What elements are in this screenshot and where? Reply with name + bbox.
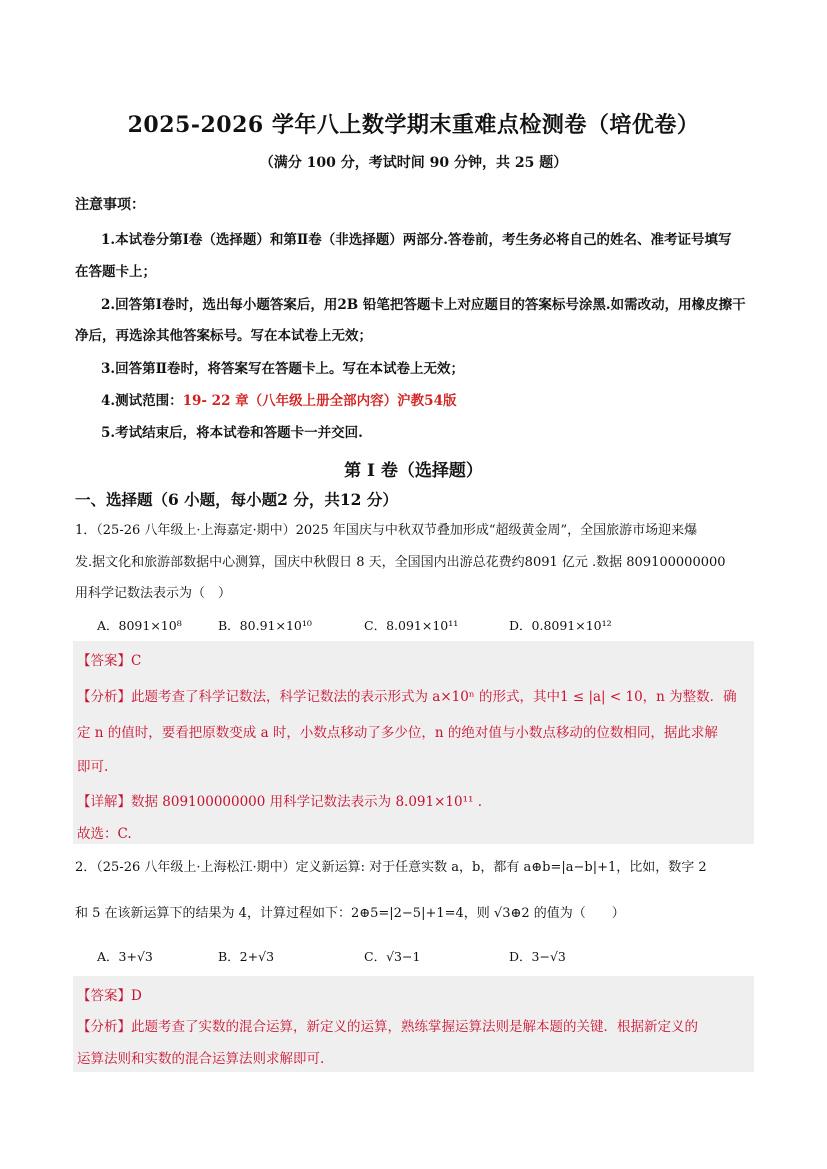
notes-heading: 注意事项： [75,197,145,213]
q2-line-1: 2．（25-26 八年级上·上海松江·期中）定义新运算: 对于任意实数 a，b，都有 a⊕b=|a−b|+1，比如，数字 2 [75,860,707,875]
q2-option-b: B．2+√3 [218,949,275,964]
note-item-1-line-2: 在答题卡上； [75,264,156,280]
q1-line-2: 发.据文化和旅游部数据中心测算，国庆中秋假日 8 天，全国国内出游总花费约8091 亿元 .数据 809100000000 [75,555,726,570]
q1-analysis-line-2: 定 n 的值时，要看把原数变成 a 时，小数点移动了多少位，n 的绝对值与小数点移动的位数相同，据此求解 [77,725,718,741]
q1-option-d: D．0.8091×10¹² [509,618,612,633]
q2-option-a: A．3+√3 [97,949,153,964]
q1-line-3: 用科学记数法表示为（ ） [75,586,232,601]
note-item-2-line-1: 2.回答第Ⅰ卷时，选出每小题答案后，用2B 铅笔把答题卡上对应题目的答案标号涂黑.如需改动，用橡皮擦干 [101,297,746,313]
q2-answer: 【答案】D [77,988,142,1004]
note-item-3: 3.回答第Ⅱ卷时，将答案写在答题卡上。写在本试卷上无效； [101,361,464,377]
q1-line-1: 1．（25-26 八年级上·上海嘉定·期中）2025 年国庆与中秋双节叠加形成“超级黄金周”，全国旅游市场迎来爆 [75,523,698,538]
q1-answer: 【答案】C [77,653,142,669]
page-subtitle: （满分 100 分，考试时间 90 分钟，共 25 题） [259,155,568,171]
q2-line-2: 和 5 在该新运算下的结果为 4，计算过程如下：2⊕5=|2−5|+1=4，则 √3⊕2 的值为（ ） [75,906,625,921]
page-title: 2025-2026 学年八上数学期末重难点检测卷（培优卷） [127,112,700,138]
q1-option-b: B．80.91×10¹⁰ [218,618,312,633]
note-item-1-line-1: 1.本试卷分第Ⅰ卷（选择题）和第Ⅱ卷（非选择题）两部分.答卷前，考生务必将自己的姓名、准考证号填写 [101,232,732,248]
q2-analysis-line-2: 运算法则和实数的混合运算法则求解即可. [77,1051,325,1067]
q2-analysis-line-1: 【分析】此题考查了实数的混合运算，新定义的运算，熟练掌握运算法则是解本题的关键．根据新定义的 [77,1019,698,1035]
test-range: 19- 22 章（八年级上册全部内容）沪教54版 [182,393,457,409]
q1-analysis-line-1: 【分析】此题考查了科学记数法，科学记数法的表示形式为 a×10ⁿ 的形式，其中1 ≤ |a| < 10，n 为整数．确 [77,689,737,705]
note-item-5: 5.考试结束后，将本试卷和答题卡一并交回. [101,425,363,441]
note-item-4 [101,389,456,409]
q1-choice: 故选：C. [77,826,132,842]
q2-option-c: C．√3−1 [364,949,421,964]
q1-detail: 【详解】数据 809100000000 用科学记数法表示为 8.091×10¹¹ . [77,794,482,810]
q1-answer-box [73,641,754,844]
q1-option-a: A．8091×10⁸ [97,618,182,633]
q1-analysis-line-3: 即可. [77,759,109,775]
section-title: 第 I 卷（选择题） [344,461,483,481]
q2-option-d: D．3−√3 [509,949,566,964]
section-heading: 一、选择题（6 小题，每小题2 分，共12 分） [75,490,398,509]
note-item-4-prefix: 4.测试范围： [101,393,183,409]
q1-option-c: C．8.091×10¹¹ [364,618,459,633]
note-item-2-line-2: 净后，再选涂其他答案标号。写在本试卷上无效； [75,328,372,344]
